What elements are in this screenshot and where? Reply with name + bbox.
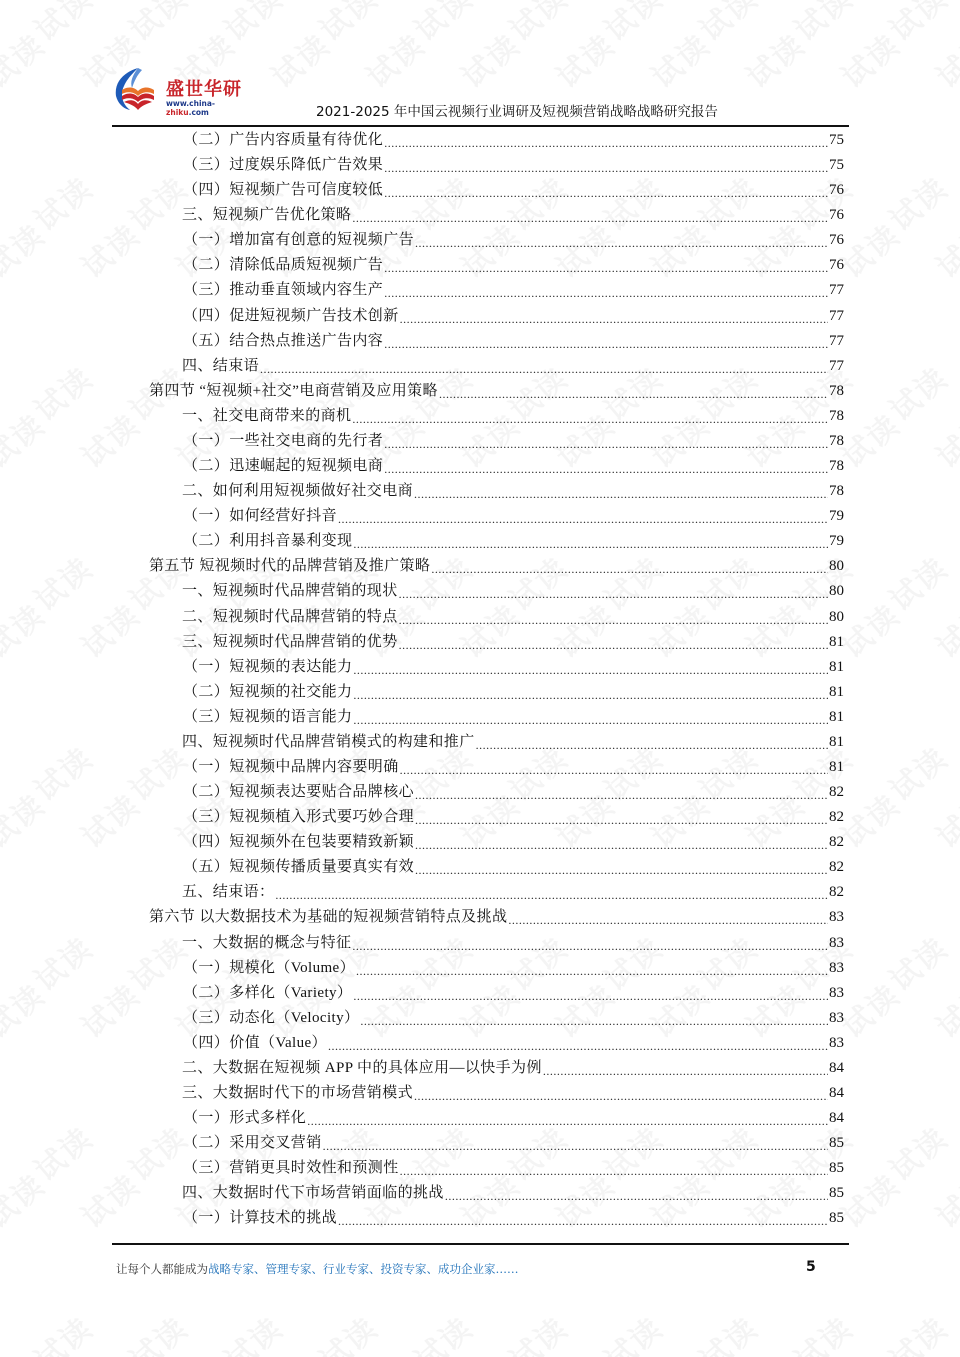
toc-leader-dots bbox=[384, 133, 828, 153]
toc-entry-page: 83 bbox=[829, 1009, 844, 1026]
toc-leader-dots bbox=[508, 910, 828, 930]
logo-name: 盛世华研 bbox=[166, 79, 242, 100]
toc-entry[interactable] bbox=[183, 655, 844, 680]
toc-leader-dots bbox=[352, 936, 828, 956]
footer-slogan-highlight: 战略专家、管理专家、行业专家、投资专家、成功企业家…… bbox=[208, 1262, 519, 1276]
toc-entry-page: 76 bbox=[829, 232, 844, 249]
toc-entry[interactable] bbox=[182, 730, 844, 755]
toc-leader-dots bbox=[338, 1211, 828, 1231]
toc-entry-page: 77 bbox=[829, 357, 844, 374]
toc-leader-dots bbox=[399, 610, 828, 630]
footer-slogan: 让每个人都能成为战略专家、管理专家、行业专家、投资专家、成功企业家…… bbox=[116, 1262, 519, 1276]
toc-leader-dots bbox=[384, 183, 828, 203]
header-divider bbox=[112, 125, 849, 127]
toc-entry[interactable] bbox=[183, 153, 844, 178]
page-number: 5 bbox=[806, 1259, 816, 1275]
footer-divider bbox=[112, 1243, 849, 1245]
toc-leader-dots bbox=[384, 158, 828, 178]
toc-leader-dots bbox=[353, 710, 828, 730]
toc-entry[interactable] bbox=[149, 379, 844, 404]
company-logo bbox=[110, 66, 250, 116]
toc-entry[interactable] bbox=[183, 329, 844, 354]
toc-entry-title: （一）短视频的表达能力 bbox=[183, 658, 353, 675]
toc-leader-dots bbox=[384, 434, 828, 454]
toc-entry[interactable] bbox=[183, 1106, 844, 1131]
toc-entry-title: （二）迅速崛起的短视频电商 bbox=[183, 458, 384, 475]
toc-entry-title: （一）增加富有创意的短视频广告 bbox=[183, 232, 415, 249]
toc-entry-title: 四、大数据时代下市场营销面临的挑战 bbox=[182, 1185, 444, 1202]
toc-entry-page: 83 bbox=[829, 959, 844, 976]
toc-leader-dots bbox=[543, 1061, 828, 1081]
toc-entry-page: 81 bbox=[829, 633, 844, 650]
toc-entry-title: （一）规模化（Volume） bbox=[183, 959, 355, 976]
toc-entry-page: 82 bbox=[829, 884, 844, 901]
toc-entry[interactable] bbox=[149, 554, 844, 579]
toc-leader-dots bbox=[399, 635, 828, 655]
toc-entry[interactable] bbox=[182, 579, 844, 604]
toc-entry-title: 四、短视频时代品牌营销模式的构建和推广 bbox=[182, 733, 475, 750]
toc-entry-page: 78 bbox=[829, 382, 844, 399]
toc-leader-dots bbox=[415, 233, 828, 253]
toc-entry-page: 79 bbox=[829, 508, 844, 525]
toc-entry[interactable] bbox=[183, 228, 844, 253]
toc-entry-title: （四）短视频外在包装要精致新颖 bbox=[183, 834, 415, 851]
toc-entry[interactable] bbox=[182, 880, 844, 905]
toc-leader-dots bbox=[384, 459, 828, 479]
toc-entry-title: 第五节 短视频时代的品牌营销及推广策略 bbox=[149, 558, 431, 575]
toc-entry[interactable] bbox=[183, 956, 844, 981]
toc-entry-title: （三）短视频植入形式要巧妙合理 bbox=[183, 809, 415, 826]
toc-leader-dots bbox=[353, 986, 828, 1006]
toc-entry-page: 82 bbox=[829, 834, 844, 851]
toc-leader-dots bbox=[414, 1086, 828, 1106]
toc-entry-title: （二）多样化（Variety） bbox=[183, 984, 353, 1001]
toc-entry[interactable] bbox=[182, 354, 844, 379]
toc-entry[interactable] bbox=[183, 1131, 844, 1156]
toc-entry-title: （一）如何经营好抖音 bbox=[183, 508, 338, 525]
toc-leader-dots bbox=[384, 283, 828, 303]
toc-entry-title: 二、如何利用短视频做好社交电商 bbox=[182, 483, 414, 500]
toc-entry[interactable] bbox=[183, 1031, 844, 1056]
toc-leader-dots bbox=[399, 584, 828, 604]
toc-entry-page: 84 bbox=[829, 1059, 844, 1076]
toc-entry-page: 82 bbox=[829, 809, 844, 826]
toc-entry-title: （一）短视频中品牌内容要明确 bbox=[183, 759, 399, 775]
toc-entry-page: 83 bbox=[829, 984, 844, 1001]
toc-entry-title: （二）短视频的社交能力 bbox=[183, 683, 353, 700]
toc-entry-page: 85 bbox=[829, 1135, 844, 1152]
toc-entry-title: （四）短视频广告可信度较低 bbox=[183, 182, 384, 199]
toc-entry-title: 第六节 以大数据技术为基础的短视频营销特点及挑战 bbox=[149, 909, 508, 926]
toc-leader-dots bbox=[384, 258, 828, 278]
toc-entry-page: 75 bbox=[829, 132, 844, 148]
toc-entry-page: 77 bbox=[829, 282, 844, 299]
toc-entry-page: 78 bbox=[829, 407, 844, 424]
toc-entry-title: （三）过度娱乐降低广告效果 bbox=[183, 157, 384, 174]
toc-entry[interactable] bbox=[149, 905, 844, 930]
toc-entry-title: （三）短视频的语言能力 bbox=[183, 708, 353, 725]
toc-entry[interactable] bbox=[183, 429, 844, 454]
toc-entry[interactable] bbox=[182, 1056, 844, 1081]
toc-entry-title: （一）一些社交电商的先行者 bbox=[183, 432, 384, 449]
toc-entry-page: 80 bbox=[829, 608, 844, 625]
toc-entry-page: 79 bbox=[829, 533, 844, 550]
toc-entry-title: 一、大数据的概念与特征 bbox=[182, 934, 352, 951]
toc-entry[interactable] bbox=[183, 780, 844, 805]
toc-entry[interactable] bbox=[183, 178, 844, 203]
toc-leader-dots bbox=[431, 559, 828, 579]
toc-entry-title: （二）清除低品质短视频广告 bbox=[183, 257, 384, 274]
open-book-logo-icon bbox=[110, 66, 156, 112]
toc-leader-dots bbox=[414, 484, 828, 504]
toc-leader-dots bbox=[400, 309, 828, 329]
toc-entry-title: 第四节 “短视频+社交”电商营销及应用策略 bbox=[149, 382, 438, 399]
toc-entry-page: 76 bbox=[829, 207, 844, 224]
toc-entry-title: （一）形式多样化 bbox=[183, 1110, 307, 1127]
toc-entry-page: 78 bbox=[829, 458, 844, 475]
toc-entry-title: 三、大数据时代下的市场营销模式 bbox=[182, 1085, 414, 1102]
toc-leader-dots bbox=[356, 961, 828, 981]
toc-leader-dots bbox=[445, 1186, 828, 1206]
toc-leader-dots bbox=[400, 1161, 828, 1181]
toc-entry[interactable] bbox=[183, 128, 844, 153]
toc-leader-dots bbox=[353, 660, 828, 680]
toc-entry-page: 84 bbox=[829, 1110, 844, 1127]
toc-entry-page: 83 bbox=[829, 934, 844, 951]
toc-leader-dots bbox=[338, 509, 828, 529]
toc-entry[interactable] bbox=[183, 981, 844, 1006]
toc-entry-title: （二）广告内容质量有待优化 bbox=[183, 132, 384, 148]
toc-entry-title: （二）采用交叉营销 bbox=[183, 1135, 322, 1152]
toc-entry-page: 85 bbox=[829, 1160, 844, 1177]
toc-entry-title: 五、结束语： bbox=[182, 884, 275, 901]
toc-entry-title: （一）计算技术的挑战 bbox=[183, 1210, 338, 1227]
toc-leader-dots bbox=[384, 334, 828, 354]
toc-leader-dots bbox=[415, 835, 828, 855]
toc-entry[interactable] bbox=[182, 630, 844, 655]
toc-entry-page: 82 bbox=[829, 784, 844, 801]
toc-leader-dots bbox=[439, 384, 828, 404]
toc-entry[interactable] bbox=[183, 1006, 844, 1031]
toc-entry-page: 85 bbox=[829, 1185, 844, 1202]
toc-entry-page: 80 bbox=[829, 583, 844, 600]
toc-entry[interactable] bbox=[183, 504, 844, 529]
toc-entry[interactable] bbox=[183, 805, 844, 830]
toc-entry-page: 77 bbox=[829, 332, 844, 349]
toc-entry[interactable] bbox=[183, 529, 844, 554]
toc-entry[interactable] bbox=[182, 931, 844, 956]
toc-leader-dots bbox=[360, 1011, 828, 1031]
toc-entry[interactable] bbox=[183, 680, 844, 705]
toc-entry-page: 76 bbox=[829, 182, 844, 199]
toc-leader-dots bbox=[353, 685, 828, 705]
toc-entry-page: 80 bbox=[829, 558, 844, 575]
logo-url: www.china-zhiku.com bbox=[166, 99, 216, 117]
toc-entry[interactable] bbox=[183, 1206, 844, 1231]
toc-entry-page: 81 bbox=[829, 683, 844, 700]
toc-leader-dots bbox=[328, 1036, 828, 1056]
toc-entry[interactable] bbox=[183, 830, 844, 855]
toc-entry-page: 75 bbox=[829, 157, 844, 174]
toc-leader-dots bbox=[353, 534, 828, 554]
toc-entry[interactable] bbox=[183, 278, 844, 303]
toc-entry-page: 77 bbox=[829, 307, 844, 324]
toc-entry-page: 81 bbox=[829, 708, 844, 725]
toc-entry-title: （二）短视频表达要贴合品牌核心 bbox=[183, 784, 415, 801]
toc-entry-title: （五）短视频传播质量要真实有效 bbox=[183, 859, 415, 876]
toc-leader-dots bbox=[352, 208, 828, 228]
toc-entry-title: 三、短视频广告优化策略 bbox=[182, 207, 352, 224]
toc-entry-title: （四）价值（Value） bbox=[183, 1034, 327, 1051]
toc-entry-page: 78 bbox=[829, 483, 844, 500]
toc-entry-title: （五）结合热点推送广告内容 bbox=[183, 332, 384, 349]
toc-entry-page: 78 bbox=[829, 432, 844, 449]
toc-entry[interactable] bbox=[183, 1156, 844, 1181]
document-title: 2021-2025 年中国云视频行业调研及短视频营销战略战略研究报告 bbox=[316, 104, 718, 120]
toc-entry-title: （四）促进短视频广告技术创新 bbox=[183, 307, 399, 324]
toc-entry[interactable] bbox=[183, 755, 844, 780]
toc-leader-dots bbox=[415, 860, 828, 880]
toc-entry-title: 一、短视频时代品牌营销的现状 bbox=[182, 583, 398, 600]
toc-entry-page: 84 bbox=[829, 1085, 844, 1102]
toc-entry-title: （三）推动垂直领域内容生产 bbox=[183, 282, 384, 299]
toc-leader-dots bbox=[400, 760, 828, 780]
toc-entry-page: 81 bbox=[829, 658, 844, 675]
toc-entry-page: 81 bbox=[829, 733, 844, 750]
toc-entry-title: 三、短视频时代品牌营销的优势 bbox=[182, 633, 398, 650]
toc-entry[interactable] bbox=[183, 705, 844, 730]
toc-entry-title: （三）动态化（Velocity） bbox=[183, 1009, 360, 1026]
toc-entry[interactable] bbox=[183, 253, 844, 278]
toc-entry-page: 83 bbox=[829, 909, 844, 926]
toc-entry[interactable] bbox=[182, 1081, 844, 1106]
toc-leader-dots bbox=[323, 1136, 828, 1156]
toc-entry[interactable] bbox=[182, 605, 844, 630]
toc-leader-dots bbox=[415, 810, 828, 830]
toc-leader-dots bbox=[307, 1111, 828, 1131]
toc-entry-page: 82 bbox=[829, 859, 844, 876]
toc-entry[interactable] bbox=[183, 304, 844, 329]
toc-entry-page: 81 bbox=[829, 759, 844, 775]
toc-entry[interactable] bbox=[183, 855, 844, 880]
toc-entry-title: 二、短视频时代品牌营销的特点 bbox=[182, 608, 398, 625]
toc-entry-title: 二、大数据在短视频 APP 中的具体应用—以快手为例 bbox=[182, 1059, 542, 1076]
toc-leader-dots bbox=[260, 359, 828, 379]
toc-entry-title: 四、结束语 bbox=[182, 357, 260, 374]
toc-entry[interactable] bbox=[182, 1181, 844, 1206]
toc-entry-title: （二）利用抖音暴利变现 bbox=[183, 533, 353, 550]
toc-leader-dots bbox=[275, 885, 828, 905]
toc-entry-page: 83 bbox=[829, 1034, 844, 1051]
toc-entry-page: 85 bbox=[829, 1210, 844, 1227]
toc-entry-title: 一、社交电商带来的商机 bbox=[182, 407, 352, 424]
toc-entry-title: （三）营销更具时效性和预测性 bbox=[183, 1160, 399, 1177]
toc-entry-page: 76 bbox=[829, 257, 844, 274]
toc-entry[interactable] bbox=[183, 454, 844, 479]
toc-leader-dots bbox=[352, 409, 828, 429]
toc-entry[interactable] bbox=[182, 203, 844, 228]
toc-entry[interactable] bbox=[182, 479, 844, 504]
toc-entry[interactable] bbox=[182, 404, 844, 429]
toc-leader-dots bbox=[476, 735, 828, 755]
toc-leader-dots bbox=[415, 785, 828, 805]
